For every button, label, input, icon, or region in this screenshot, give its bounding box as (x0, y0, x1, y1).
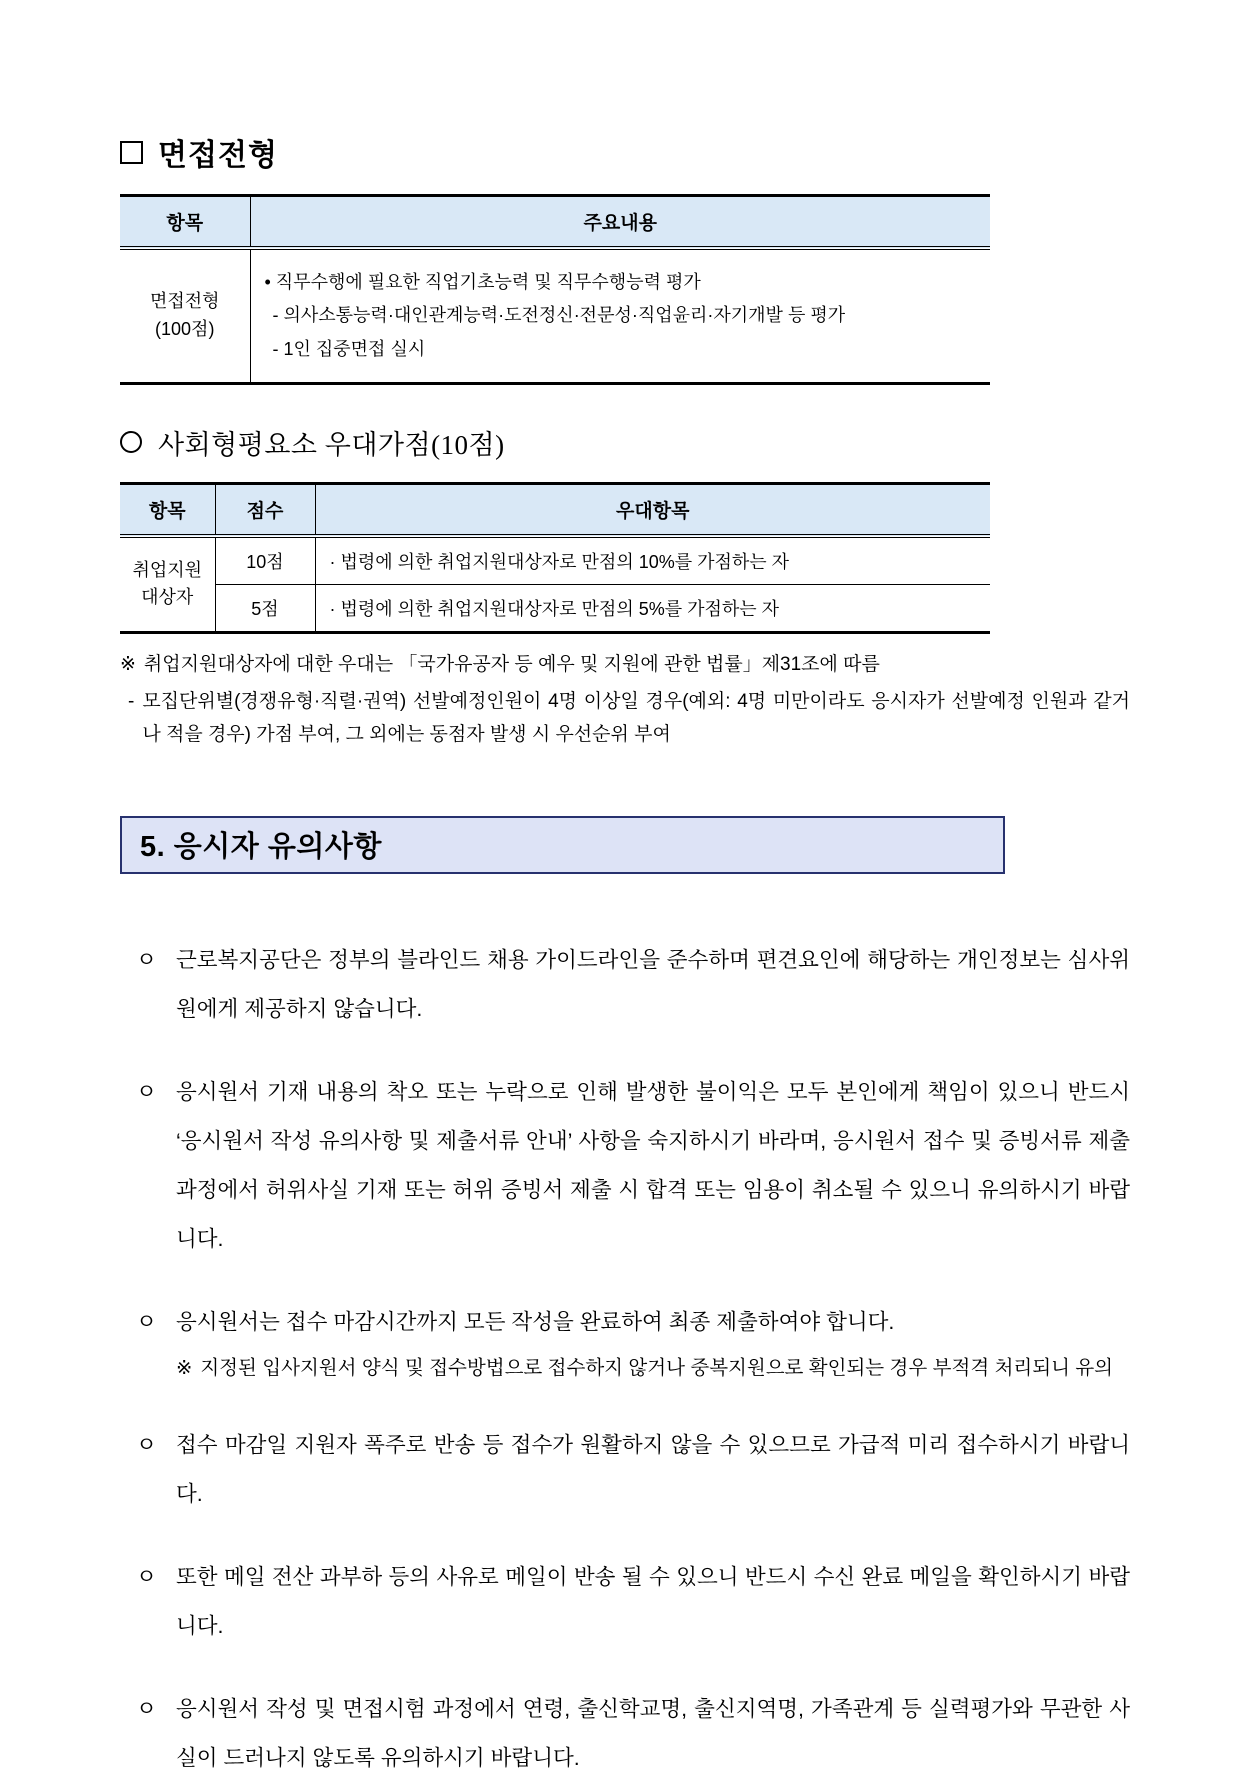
note-text: 모집단위별(경쟁유형·직렬·권역) 선발예정인원이 4명 이상일 경우(예외: 4명 미만이라도 응시자가 선발예정 인원과 같거나 적을 경우) 가점 부여, 그 외에는 동점자 발생 시 우선순위 부여 (142, 691, 1130, 746)
circle-jamo-bullet-icon: ㅇ (136, 1309, 157, 1334)
dash-mark-icon: - (128, 691, 135, 713)
bullet-text: 응시원서 기재 내용의 착오 또는 누락으로 인해 발생한 불이익은 모두 본인에게 책임이 있으니 반드시 ‘응시원서 작성 유의사항 및 제출서류 안내’ 사항을 숙지하시기 바라며, 응시원서 접수 및 증빙서류 제출과정에서 허위사실 기재 또는 허위 증빙서 제출 시 합격 또는 임용이 취소될 수 있으니 유의하시기 바랍니다. (176, 1079, 1130, 1251)
interview-content-cell (250, 248, 990, 383)
circle-bullet-icon (120, 431, 142, 453)
bullet-application-responsibility (136, 1068, 1130, 1264)
interview-table-row (120, 248, 990, 383)
circle-jamo-bullet-icon: ㅇ (136, 1432, 157, 1457)
table-notes (120, 648, 1130, 752)
section5-bullet-list (120, 936, 1130, 1783)
interview-content-line: - 1인 집중면접 실시 (272, 338, 426, 359)
square-bullet-icon (120, 141, 143, 164)
bullet-text: 근로복지공단은 정부의 블라인드 채용 가이드라인을 준수하며 편견요인에 해당하는 개인정보는 심사위원에게 제공하지 않습니다. (176, 947, 1130, 1021)
subnote-text: 지정된 입사지원서 양식 및 접수방법으로 접수하지 않거나 중복지원으로 확인되는 경우 부적격 처리되니 유의 (200, 1356, 1114, 1379)
interview-section-heading (120, 130, 1125, 174)
bullet-mail-bounce (136, 1553, 1130, 1651)
social-group-line2: 대상자 (141, 587, 194, 608)
social-table-row-5 (120, 584, 990, 632)
interview-table-header-content: 주요내용 (250, 196, 990, 249)
bullet-text (176, 1298, 1130, 1387)
note-text: 취업지원대상자에 대한 우대는 「국가유공자 등 예우 및 지원에 관한 법률」제31조에 따름 (143, 653, 880, 675)
bullet-no-personal-info (136, 1685, 1130, 1783)
interview-table (120, 194, 990, 385)
social-table-header-row (120, 483, 990, 536)
interview-table-header-item: 항목 (120, 196, 250, 249)
social-score-cell: 10점 (215, 536, 315, 585)
interview-item-line1: 면접전형 (149, 291, 220, 312)
interview-table-header-row (120, 196, 990, 249)
bullet-subnote (176, 1349, 1130, 1387)
bullet-blind-hiring (136, 936, 1130, 1034)
section5-title: 5. 응시자 유의사항 (140, 831, 382, 864)
bullet-text-main: 응시원서는 접수 마감시간까지 모든 작성을 완료하여 최종 제출하여야 합니다. (176, 1309, 895, 1334)
bullet-text: 또한 메일 전산 과부하 등의 사유로 메일이 반송 될 수 있으니 반드시 수신 완료 메일을 확인하시기 바랍니다. (176, 1564, 1130, 1638)
note-recruit-unit (120, 685, 1130, 752)
social-score-cell: 5점 (215, 584, 315, 632)
social-table-header-score: 점수 (215, 483, 315, 536)
bullet-early-submission (136, 1421, 1130, 1519)
social-desc-cell: · 법령에 의한 취업지원대상자로 만점의 5%를 가점하는 자 (329, 598, 780, 619)
interview-item-cell (120, 248, 250, 383)
social-table-row-10 (120, 536, 990, 585)
circle-jamo-bullet-icon: ㅇ (136, 947, 157, 972)
social-desc-cell: · 법령에 의한 취업지원대상자로 만점의 10%를 가점하는 자 (315, 536, 990, 585)
interview-content-line: - 의사소통능력·대인관계능력·도전정신·전문성·직업윤리·자기개발 등 평가 (272, 305, 846, 326)
bullet-submission-deadline (136, 1298, 1130, 1387)
social-table-header-benefit: 우대항목 (315, 483, 990, 536)
social-equity-heading (120, 423, 1125, 462)
note-law-reference (120, 648, 1130, 681)
interview-content-line: • 직무수행에 필요한 직업기초능력 및 직무수행능력 평가 (264, 272, 701, 292)
bullet-text: 응시원서 작성 및 면접시험 과정에서 연령, 출신학교명, 출신지역명, 가족관계 등 실력평가와 무관한 사실이 드러나지 않도록 유의하시기 바랍니다. (176, 1696, 1130, 1770)
circle-jamo-bullet-icon: ㅇ (136, 1696, 157, 1721)
social-equity-table (120, 482, 990, 634)
circle-jamo-bullet-icon: ㅇ (136, 1079, 157, 1104)
bullet-text: 접수 마감일 지원자 폭주로 반송 등 접수가 원활하지 않을 수 있으므로 가급적 미리 접수하시기 바랍니다. (176, 1432, 1130, 1506)
circle-jamo-bullet-icon: ㅇ (136, 1564, 157, 1589)
reference-mark-icon: ※ (176, 1356, 193, 1379)
social-equity-heading-label: 사회형평요소 우대가점(10점) (158, 429, 505, 460)
social-group-line1: 취업지원 (132, 559, 203, 580)
reference-mark-icon: ※ (120, 653, 136, 675)
social-group-cell (120, 536, 215, 633)
section5-header (120, 816, 1005, 874)
interview-heading-label: 면접전형 (158, 139, 278, 172)
social-table-header-item: 항목 (120, 483, 215, 536)
interview-item-line2: (100점) (155, 318, 215, 339)
